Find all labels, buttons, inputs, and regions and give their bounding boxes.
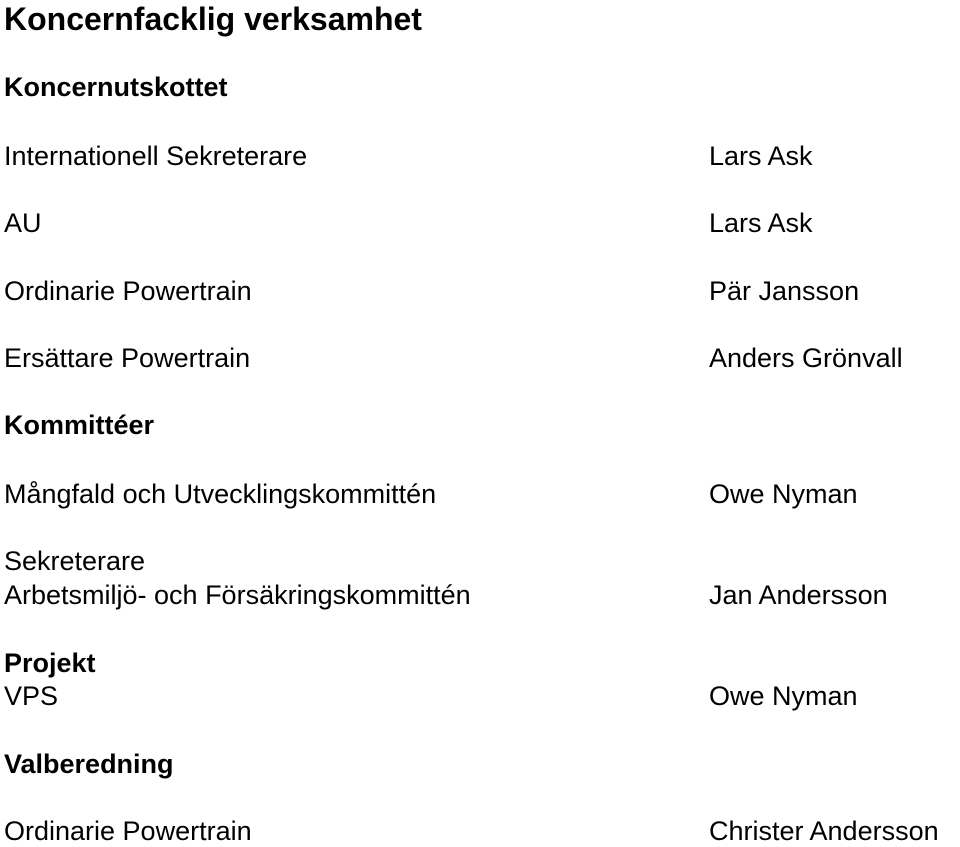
role-label: Internationell Sekreterare xyxy=(4,141,308,171)
person-name: Christer Andersson xyxy=(709,816,939,846)
role-label: Arbetsmiljö- och Försäkringskommittén xyxy=(4,580,471,610)
person-name: Owe Nyman xyxy=(709,479,858,509)
role-label: VPS xyxy=(4,681,59,711)
section-heading-valberedning: Valberedning xyxy=(4,749,174,779)
role-label-line1: Sekreterare xyxy=(4,546,146,576)
person-name: Pär Jansson xyxy=(709,276,860,306)
role-label: Mångfald och Utvecklingskommittén xyxy=(4,479,437,509)
person-name: Anders Grönvall xyxy=(709,343,903,373)
role-label: Ersättare Powertrain xyxy=(4,343,251,373)
section-heading-projekt: Projekt xyxy=(4,648,96,678)
role-label: Ordinarie Powertrain xyxy=(4,276,252,306)
role-label: Ordinarie Powertrain xyxy=(4,816,252,846)
person-name: Lars Ask xyxy=(709,208,813,238)
page-title: Koncernfacklig verksamhet xyxy=(4,1,422,37)
section-heading-kommitteer: Kommittéer xyxy=(4,410,155,440)
person-name: Owe Nyman xyxy=(709,681,858,711)
person-name: Lars Ask xyxy=(709,141,813,171)
role-label: AU xyxy=(4,208,42,238)
section-heading-koncernutskottet: Koncernutskottet xyxy=(4,72,228,102)
person-name: Jan Andersson xyxy=(709,580,888,610)
